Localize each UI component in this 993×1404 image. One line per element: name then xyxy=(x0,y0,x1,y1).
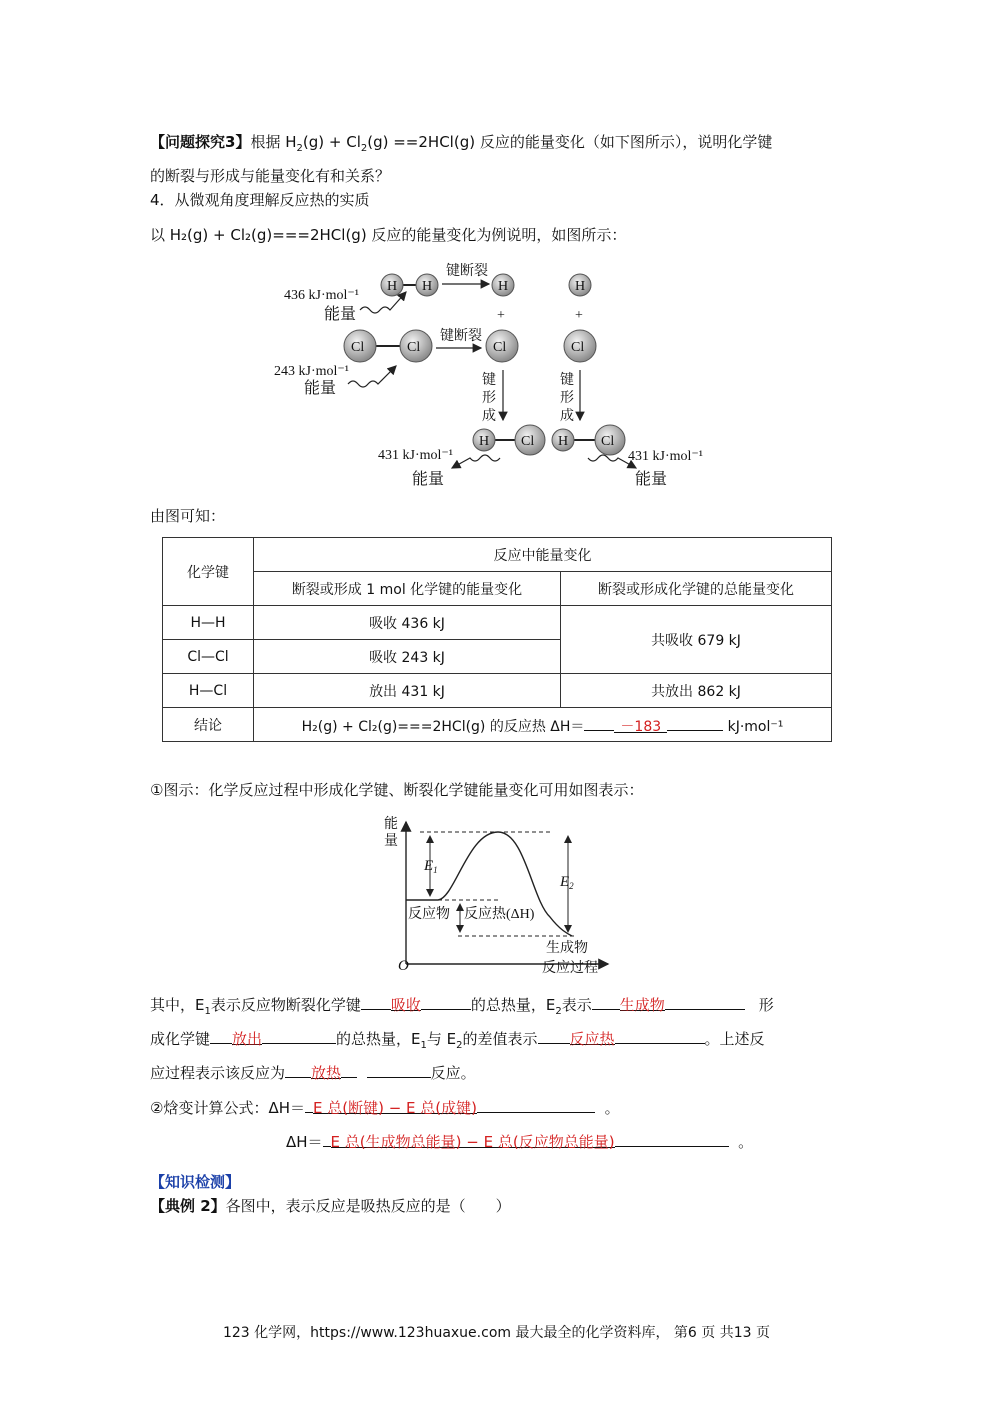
answer-absorb: 吸收 xyxy=(390,996,421,1014)
plus-sign: + xyxy=(497,308,505,323)
table-row: 结论 H₂(g) + Cl₂(g)===2HCl(g) 的反应热 ΔH＝ －183 kJ·mol⁻¹ xyxy=(163,708,832,742)
e1-label: $E_1$ xyxy=(424,858,438,875)
svg-text:H: H xyxy=(558,434,569,449)
answer-reaction-heat: 反应热 xyxy=(569,1030,615,1048)
energy-label-2: 能量 xyxy=(304,380,337,397)
atom-cl: Cl xyxy=(351,340,365,355)
break-label-2: 键断裂 xyxy=(440,329,482,344)
page-footer: 123 化学网，https://www.123huaxue.com 最大最全的化学资料库， 第6 页 共13 页 xyxy=(222,1325,770,1341)
example-intro: 以 H₂(g) + Cl₂(g)===2HCl(g) 反应的能量变化为例说明，如图所示： xyxy=(150,226,627,244)
formula-line-2: ΔH＝ E 总(生成物总能量) − E 总(反应物总能量) 。 xyxy=(286,1130,753,1152)
th-change: 反应中能量变化 xyxy=(254,538,832,572)
th-per-mol: 断裂或形成 1 mol 化学键的能量变化 xyxy=(254,572,561,606)
answer-release: 放出 xyxy=(232,1030,263,1048)
svg-text:成: 成 xyxy=(560,409,574,424)
formula-total-energy: E 总(生成物总能量) − E 总(反应物总能量) xyxy=(330,1133,615,1151)
table-row: Cl—Cl 吸收 243 kJ xyxy=(163,640,832,674)
hcl-energy-label-left: 431 kJ·mol⁻¹ xyxy=(378,448,453,463)
svg-text:Cl: Cl xyxy=(521,434,535,449)
atom-h: H xyxy=(575,279,586,294)
from-figure-text: 由图可知： xyxy=(150,507,226,525)
x-axis-label: 反应过程 xyxy=(542,961,598,976)
reaction-heat-label: 反应热(ΔH) xyxy=(464,907,535,922)
question-3-line1: 【问题探究3】根据 $H_2(g) + Cl_2(g) ==2HCl(g)$ 反应的能量变化（如下图所示），说明化学键 xyxy=(150,133,773,154)
e2-label: $E_2$ xyxy=(560,874,574,891)
atom-cl: Cl xyxy=(571,340,585,355)
knowledge-check-title: 【知识检测】 xyxy=(150,1173,241,1191)
atom-cl: Cl xyxy=(407,340,421,355)
hcl-energy-label-right: 431 kJ·mol⁻¹ xyxy=(628,449,703,464)
total-release-cell: 共放出 862 kJ xyxy=(561,674,832,708)
example-2: 【典例 2】各图中，表示反应是吸热反应的是（ ） xyxy=(150,1197,511,1215)
svg-text:量: 量 xyxy=(384,834,398,849)
atom-h: H xyxy=(422,279,433,294)
y-axis-label: 能 xyxy=(384,817,398,832)
illustration-intro: ①图示：化学反应过程中形成化学键、断裂化学键能量变化可用如图表示： xyxy=(150,781,644,799)
bond-energy-table xyxy=(162,537,832,742)
cl-cl-energy-label: 243 kJ·mol⁻¹ xyxy=(274,364,349,379)
svg-text:键: 键 xyxy=(560,373,574,388)
total-absorb-cell: 共吸收 679 kJ xyxy=(561,606,832,674)
table-row: H—H 吸收 436 kJ 共吸收 679 kJ xyxy=(163,606,832,640)
th-total: 断裂或形成化学键的总能量变化 xyxy=(561,572,832,606)
formula-line-1: ②焓变计算公式：ΔH＝ E 总(断键) − E 总(成键) 。 xyxy=(150,1096,620,1118)
atom-h: H xyxy=(498,279,509,294)
break-label-1: 键断裂 xyxy=(446,264,488,279)
section-4-title: 4．从微观角度理解反应热的实质 xyxy=(150,191,370,209)
energy-profile-diagram xyxy=(380,812,620,977)
product-label: 生成物 xyxy=(546,941,588,956)
svg-text:形: 形 xyxy=(560,391,574,406)
question-3-tag: 【问题探究3】 xyxy=(150,133,251,151)
table-row: H—Cl 放出 431 kJ 共放出 862 kJ xyxy=(163,674,832,708)
energy-label-3: 能量 xyxy=(412,471,445,488)
svg-text:键: 键 xyxy=(482,373,496,388)
svg-text:形: 形 xyxy=(482,391,496,406)
answer-product: 生成物 xyxy=(619,996,665,1014)
example-2-tag: 【典例 2】 xyxy=(150,1197,226,1215)
question-3-line2: 的断裂与形成与能量变化有和关系？ xyxy=(150,167,391,185)
energy-label-4: 能量 xyxy=(635,471,668,488)
fill-line-2: 成化学键 放出 的总热量，$E_1$与 $E_2$的差值表示 反应热 。上述反 xyxy=(150,1027,765,1051)
formula-bond-energy: E 总(断键) − E 总(成键) xyxy=(313,1099,478,1117)
conclusion-cell: H₂(g) + Cl₂(g)===2HCl(g) 的反应热 ΔH＝ －183 kJ·mol⁻¹ xyxy=(254,708,832,742)
th-bond: 化学键 xyxy=(163,538,254,606)
delta-h-answer: －183 xyxy=(614,716,667,733)
svg-text:Cl: Cl xyxy=(601,434,615,449)
h-h-energy-label: 436 kJ·mol⁻¹ xyxy=(284,288,359,303)
origin-label: O xyxy=(398,958,409,974)
svg-text:H: H xyxy=(479,434,490,449)
fill-line-3: 应过程表示该反应为 放热 反应。 xyxy=(150,1061,476,1083)
fill-line-1: 其中，$E_1$表示反应物断裂化学键 吸收 的总热量，$E_2$表示 生成物 形 xyxy=(150,993,774,1017)
plus-sign: + xyxy=(575,308,583,323)
svg-text:成: 成 xyxy=(482,409,496,424)
energy-label-1: 能量 xyxy=(324,306,357,323)
bond-energy-diagram xyxy=(270,262,730,492)
atom-cl: Cl xyxy=(493,340,507,355)
answer-exothermic: 放热 xyxy=(311,1064,342,1082)
atom-h: H xyxy=(387,279,398,294)
reactant-label: 反应物 xyxy=(408,907,450,922)
